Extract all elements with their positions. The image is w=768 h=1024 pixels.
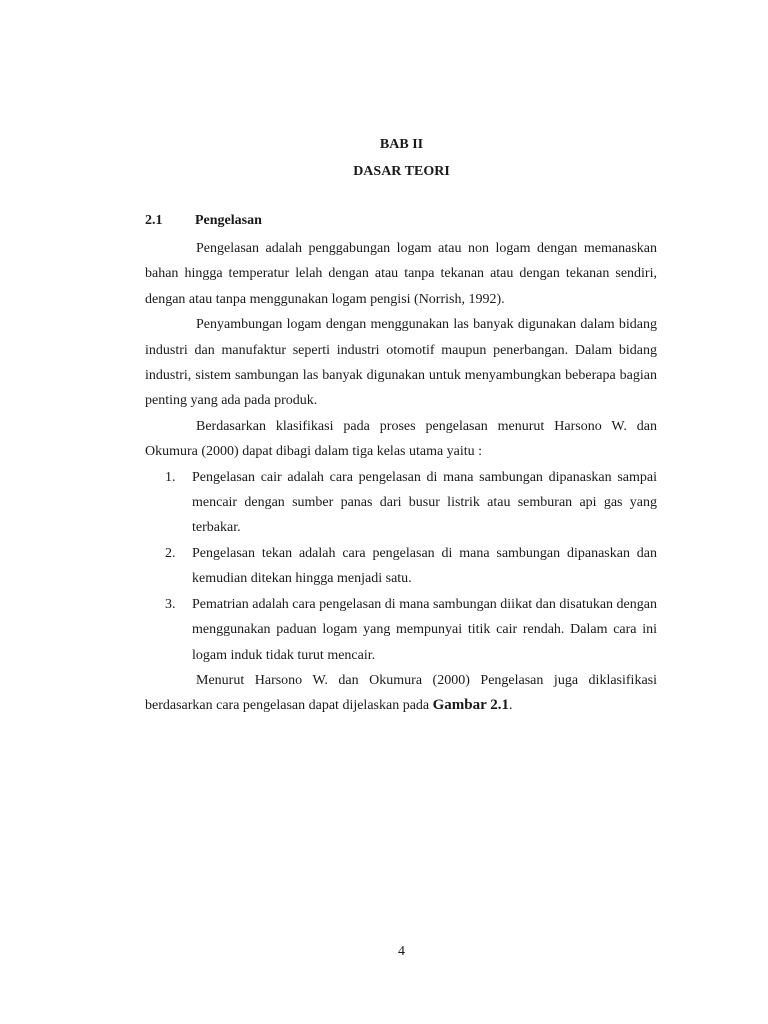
list-marker: 1. <box>165 469 176 485</box>
paragraph-definition: Pengelasan adalah penggabungan logam atau non logam dengan memanaskan bahan hingga temperatur lelah dengan atau tanpa tekanan atau dengan tekanan sendiri, dengan atau tanpa menggunakan logam pengisi (Norrish, 1992). <box>145 241 657 307</box>
page-number: 4 <box>398 944 405 959</box>
paragraph-end: . <box>509 698 513 714</box>
list-item-text: Pematrian adalah cara pengelasan di mana sambungan diikat dan disatukan dengan menggunakan paduan logam yang mempunyai titik cair rendah. Dalam cara ini logam induk tidak turut mencair. <box>192 596 657 663</box>
list-marker: 3. <box>165 596 176 612</box>
list-item <box>145 465 657 541</box>
list-item-text: Pengelasan tekan adalah cara pengelasan di mana sambungan dipanaskan dan kemudian ditekan hingga menjadi satu. <box>192 545 657 587</box>
chapter-label: BAB II <box>379 137 424 152</box>
chapter-title: DASAR TEORI <box>353 164 450 179</box>
classification-list <box>145 465 657 668</box>
list-item <box>145 541 657 592</box>
list-marker: 2. <box>165 545 176 561</box>
paragraph-text: Menurut Harsono W. dan Okumura (2000) Pengelasan juga diklasifikasi berdasarkan cara pengelasan dapat dijelaskan pada <box>145 672 657 714</box>
section-number: 2.1 <box>145 213 163 228</box>
list-item <box>145 592 657 668</box>
body-text <box>145 236 657 719</box>
paragraph-classification: Berdasarkan klasifikasi pada proses pengelasan menurut Harsono W. dan Okumura (2000) dapat dibagi dalam tiga kelas utama yaitu : <box>145 418 657 460</box>
section-title: Pengelasan <box>195 213 262 228</box>
paragraph-figure-reference <box>145 668 657 719</box>
list-item-text: Pengelasan cair adalah cara pengelasan di mana sambungan dipanaskan sampai mencair dengan sumber panas dari busur listrik atau semburan api gas yang terbakar. <box>192 469 657 536</box>
figure-reference: Gambar 2.1 <box>432 697 510 714</box>
paragraph-industry: Penyambungan logam dengan menggunakan las banyak digunakan dalam bidang industri dan manufaktur seperti industri otomotif maupun penerbangan. Dalam bidang industri, sistem sambungan las banyak digunakan untuk menyambungkan beberapa bagian penting yang ada pada produk. <box>145 317 657 409</box>
